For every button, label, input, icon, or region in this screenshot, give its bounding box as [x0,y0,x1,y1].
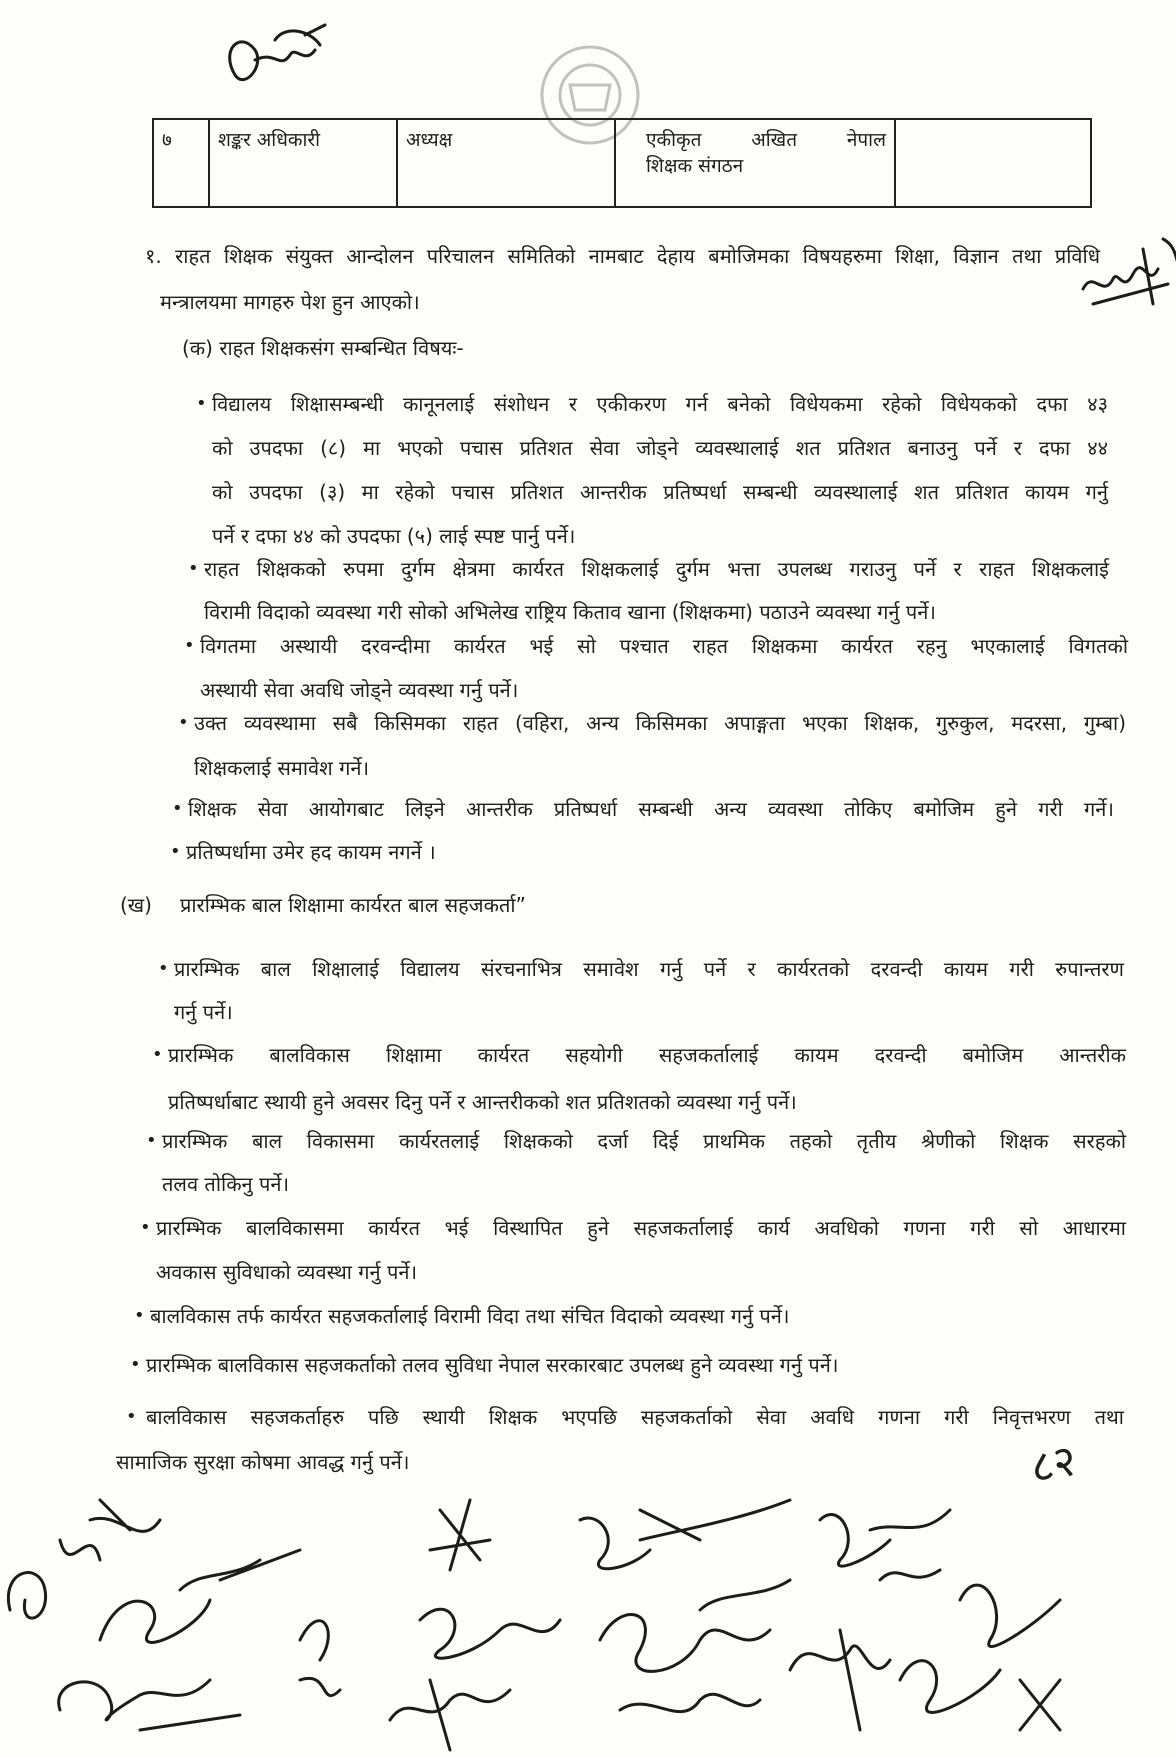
kha-item-3-line-1: प्रारम्भिक बाल विकासमा कार्यरतलाई शिक्षकको दर्जा दिई प्राथमिक तहको तृतीय श्रेणीको शिक्षक सरहको [162,1129,1126,1153]
bullet-icon: • [126,1406,137,1427]
kha-item-4-line-1: प्रारम्भिक बालविकासमा कार्यरत भई विस्थापित हुने सहजकर्तालाई कार्य अवधिको गणना गरी सो आधारमा [156,1216,1126,1240]
signature-cell [895,119,1091,207]
serial-cell: ७ [153,119,209,207]
section-ka-heading: (क) राहत शिक्षकसंग सम्बन्धित विषयः- [182,336,464,360]
bullet-icon: • [152,1044,163,1065]
organization-cell [615,119,895,207]
ka-item-5-line-1: शिक्षक सेवा आयोगबाट लिइने आन्तरीक प्रतिष्पर्धा सम्बन्धी अन्य व्यवस्था तोकिए बमोजिम हुने गरी गर्ने। [188,797,1114,821]
bullet-icon: • [170,841,181,862]
signatures-bottom [0,1480,1176,1756]
table-row [153,119,1091,207]
kha-item-7-line-1: बालविकास सहजकर्ताहरु पछि स्थायी शिक्षक भएपछि सहजकर्ताको सेवा अवधि गणना गरी निवृत्तभरण तथा [146,1405,1124,1429]
bullet-icon: • [172,798,183,819]
kha-item-1-line-2: गर्नु पर्ने। [174,1000,233,1024]
organization-line-2: शिक्षक संगठन [646,155,744,177]
position-cell: अध्यक्ष [397,119,615,207]
ka-item-3-line-2: अस्थायी सेवा अवधि जोड्ने व्यवस्था गर्नु पर्ने। [200,678,519,702]
kha-item-4-line-2: अवकास सुविधाको व्यवस्था गर्नु पर्ने। [156,1260,418,1284]
bullet-icon: • [146,1130,157,1151]
section-kha-label: (ख) [120,893,152,917]
bullet-icon: • [184,635,195,656]
bullet-icon: • [188,558,199,579]
kha-item-6-line-1: प्रारम्भिक बालविकास सहजकर्ताको तलव सुविधा नेपाल सरकारबाट उपलब्ध हुने व्यवस्था गर्नु पर्ने। [146,1353,839,1377]
signature-top-left [215,20,345,110]
ka-item-4-line-2: शिक्षकलाई समावेश गर्ने। [194,756,370,780]
kha-item-1-line-1: प्रारम्भिक बाल शिक्षालाई विद्यालय संरचनाभित्र समावेश गर्नु पर्ने र कार्यरतको दरवन्दी कायम गरी रुपान्तरण [174,957,1124,981]
ka-item-4-line-1: उक्त व्यवस्थामा सबै किसिमका राहत (वहिरा, अन्य किसिमका अपाङ्गता भएका शिक्षक, गुरुकुल, मदरसा, गुम्बा) [194,711,1126,735]
name-cell: शङ्कर अधिकारी [209,119,397,207]
ka-item-2-line-1: राहत शिक्षकको रुपमा दुर्गम क्षेत्रमा कार्यरत शिक्षकलाई दुर्गम भत्ता उपलब्ध गराउनु पर्ने र राहत शिक्षकलाई [204,557,1109,581]
intro-line-2: मन्त्रालयमा मागहरु पेश हुन आएको। [160,290,420,314]
kha-item-2-line-2: प्रतिष्पर्धाबाट स्थायी हुने अवसर दिनु पर्ने र आन्तरीकको शत प्रतिशतको व्यवस्था गर्नु पर्ने। [168,1090,797,1114]
ka-item-3-line-1: विगतमा अस्थायी दरवन्दीमा कार्यरत भई सो पश्चात राहत शिक्षकमा कार्यरत रहनु भएकालाई विगतको [200,634,1128,658]
kha-item-7-line-2: सामाजिक सुरक्षा कोषमा आवद्ध गर्नु पर्ने। [116,1450,410,1474]
ka-item-1-line-1: विद्यालय शिक्षासम्बन्धी कानूनलाई संशोधन र एकीकरण गर्न बनेको विधेयकमा रहेको विधेयकको दफा ४३ [212,392,1108,416]
ka-item-1-line-2: को उपदफा (८) मा भएको पचास प्रतिशत सेवा जोड्ने व्यवस्थालाई शत प्रतिशत बनाउनु पर्ने र दफा ४४ [212,436,1108,460]
ka-item-6-line-1: प्रतिष्पर्धामा उमेर हद कायम नगर्ने । [186,840,436,864]
bullet-icon: • [140,1217,151,1238]
bullet-icon: • [196,393,207,414]
kha-item-3-line-2: तलव तोकिनु पर्ने। [162,1172,290,1196]
signature-in-table [1073,229,1176,319]
kha-item-2-line-1: प्रारम्भिक बालविकास शिक्षामा कार्यरत सहयोगी सहजकर्तालाई कायम दरवन्दी बमोजिम आन्तरीक [168,1043,1126,1067]
ka-item-1-line-3: को उपदफा (३) मा रहेको पचास प्रतिशत आन्तरीक प्रतिष्पर्धा सम्बन्धी व्यवस्थालाई शत प्रतिशत कायम गर्नु [212,480,1108,504]
member-table [152,118,1092,208]
bullet-icon: • [130,1354,141,1375]
ka-item-1-line-4: पर्ने र दफा ४४ को उपदफा (५) लाई स्पष्ट पार्नु पर्ने। [212,524,576,548]
intro-line-1: १. राहत शिक्षक संयुक्त आन्दोलन परिचालन समितिको नामबाट देहाय बमोजिमका विषयहरुमा शिक्षा, विज्ञान तथा प्रविधि [145,244,1100,268]
kha-item-5-line-1: बालविकास तर्फ कार्यरत सहजकर्तालाई विरामी विदा तथा संचित विदाको व्यवस्था गर्नु पर्ने। [150,1304,790,1328]
page-number: ८२ [1025,1434,1082,1495]
section-kha-heading: प्रारम्भिक बाल शिक्षामा कार्यरत बाल सहजकर्ता” [180,893,526,917]
bullet-icon: • [158,958,169,979]
bullet-icon: • [178,712,189,733]
ka-item-2-line-2: विरामी विदाको व्यवस्था गरी सोको अभिलेख राष्ट्रिय किताव खाना (शिक्षकमा) पठाउने व्यवस्था गर्नु पर्ने। [204,600,936,624]
bullet-icon: • [134,1305,145,1326]
organization-line-1: एकीकृत अखित नेपाल [646,129,886,151]
